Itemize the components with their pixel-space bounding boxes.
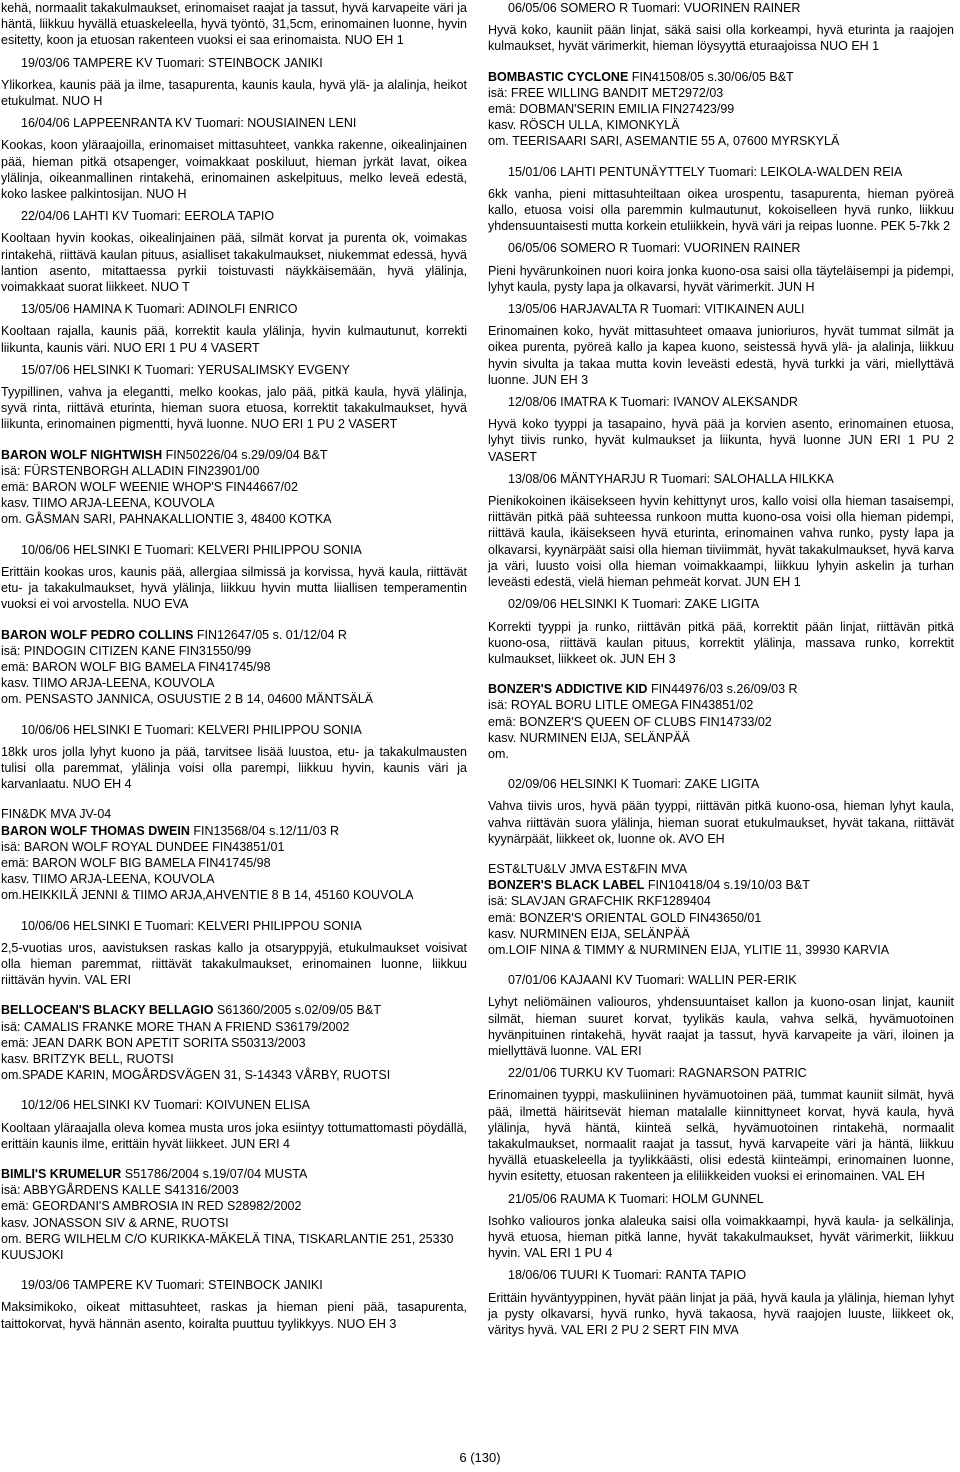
show-result-header: 10/06/06 HELSINKI E Tuomari: KELVERI PHILIPPOU SONIA — [21, 722, 362, 737]
dog-registration: FIN44976/03 s.26/09/03 R — [647, 682, 798, 697]
dog-registration: FIN41508/05 s.30/06/05 B&T — [628, 69, 794, 84]
pedigree-line: kasv. JONASSON SIV & ARNE, RUOTSI — [1, 1215, 229, 1230]
pedigree-line: kasv. NURMINEN EIJA, SELÄNPÄÄ — [488, 730, 690, 745]
dog-entry-title — [1, 627, 467, 643]
pedigree-line: emä: BONZER'S QUEEN OF CLUBS FIN14733/02 — [488, 714, 772, 729]
pedigree-line: FIN&DK MVA JV-04 — [1, 807, 112, 822]
pedigree-line: emä: BARON WOLF BIG BAMELA FIN41745/98 — [1, 659, 271, 674]
dog-name: BONZER'S BLACK LABEL — [488, 878, 645, 893]
pedigree-line: kasv. NURMINEN EIJA, SELÄNPÄÄ — [488, 926, 690, 941]
dog-name: BONZER'S ADDICTIVE KID — [488, 682, 648, 697]
dog-entry-title — [1, 447, 467, 463]
critique-text: kehä, normaalit takakulmaukset, erinomaiset raajat ja tassut, hyvä karvapeite väri ja häntä, liikkuu hyvällä etuaskeleella, hyvä työntö, 31,5cm, erinomainen luonne, hyvin esitetty, koon ja etuosan rakenteen vuoksi ei saa erinomaista. NUO EH 1 — [1, 1, 467, 48]
pedigree-line: isä: CAMALIS FRANKE MORE THAN A FRIEND S36179/2002 — [1, 1019, 350, 1034]
show-result-header: 15/01/06 LAHTI PENTUNÄYTTELY Tuomari: LEIKOLA-WALDEN REIA — [508, 164, 903, 179]
critique-text: 18kk uros jolla lyhyt kuono ja pää, tarvitsee lisää luustoa, etu- ja takakulmausten tulisi olla paremmat, ylälinja voisi olla parempi, liikkuu hyvin, kaunis väri ja karvanlaatu. NUO EH 4 — [1, 744, 467, 792]
pedigree-line: kasv. TIIMO ARJA-LEENA, KOUVOLA — [1, 872, 215, 887]
show-result-header: 21/05/06 RAUMA K Tuomari: HOLM GUNNEL — [508, 1191, 764, 1206]
critique-text: Lyhyt neliömäinen valiouros, yhdensuuntaiset kallon ja kuono-osan linjat, kauniit silmät, hieman suuret korvat, tyylikäs kaula, vahva selkä, hyvämuotoinen hyvänpituinen rintakehä, hyvät raajat ja tassut, hyvä karvapeite ja väri, iloinen ja miellyttävä luonne. VAL ERI — [488, 995, 954, 1058]
critique-text: Erinomainen tyyppi, maskuliininen hyvämuotoinen pää, tummat kauniit silmät, hyvä pää, ilmettä häiritsevät hieman matalalle kiinnittyneet korvat, hyvä kaula, hyvä ylälinja, hyvä häntä, kiinteä selkä, hyvämuotoinen rintakehä, normaalit takakulmaukset, normaalit raajat ja tassut, hyvä karvapeite väri ja häntä, liikkuu hyvällä etuaskeleella ja tyylikkäästi, olisi edestä kiinteämpi, erinomainen luonne, hyvin esitetty, etuosan rakenteen ja eliliikkeiden vuoksi ei erinomainen. VAL EH — [488, 1088, 954, 1184]
show-result-header: 22/04/06 LAHTI KV Tuomari: EEROLA TAPIO — [21, 209, 275, 224]
critique-text: Kooltaan hyvin kookas, oikealinjainen pää, silmät korvat ja purenta ok, voimakas rintakehä, riittävä kaulan pituus, asialliset takakulmaukset, niukemmat edessä, hyvä lantion asento, mitattaessa pyrkii toistuvasti näykkäisemään, hyvä ylälinja, voimakkaat suorat liikkeet. NUO T — [1, 231, 467, 295]
critique-text: Kookas, koon yläraajoilla, erinomaiset mittasuhteet, vankka rakenne, oikealinjainen pää, hieman pitkä otsapenger, voimakkaat poskiluut, hieman jyrkät lavat, oikea ylälinja, oikeanmallinen rintakehä, erinomainen askelpituus, melko leveä edestä, koko laskee palkintosijan. NUO H — [1, 138, 467, 202]
pedigree-line: isä: BARON WOLF ROYAL DUNDEE FIN43851/01 — [1, 839, 285, 854]
critique-text: Erittäin hyväntyyppinen, hyvät pään linjat ja pää, hyvä kaula ja ylälinja, hieman lyhyt ja pysty olkavarsi, hyvä runko, hyvä takaosa, hyvä raajojen luuste, liikkeet ok, väritys hyvä. VAL ERI 2 PU 2 SERT FIN MVA — [488, 1290, 954, 1338]
dog-name: BARON WOLF THOMAS DWEIN — [1, 823, 190, 838]
dog-entry-title — [488, 681, 954, 697]
critique-text: 2,5-vuotias uros, aavistuksen raskas kallo ja otsaryppyjä, etukulmaukset voisivat olla hieman paremmat, riittävät takakulmaukset, erinomainen luonne, liikkuu riittävän hyvin. VAL ERI — [1, 940, 467, 988]
pedigree-line: om. PENSASTO JANNICA, OSUUSTIE 2 B 14, 04600 MÄNTSÄLÄ — [1, 692, 374, 707]
pedigree-line: EST&LTU&LV JMVA EST&FIN MVA — [488, 861, 688, 876]
dog-entry-title — [1, 823, 467, 839]
show-result-header: 12/08/06 IMATRA K Tuomari: IVANOV ALEKSANDR — [508, 395, 798, 410]
critique-text: Maksimikoko, oikeat mittasuhteet, raskas ja hieman pieni pää, tasapurenta, taittokorvat, hyvä hännän asento, koiralta puuttuu tyylikkyys. NUO EH 3 — [1, 1300, 467, 1331]
right-column — [488, 0, 954, 1344]
show-result-header: 10/12/06 HELSINKI KV Tuomari: KOIVUNEN ELISA — [21, 1098, 311, 1113]
dog-name: BARON WOLF PEDRO COLLINS — [1, 627, 194, 642]
critique-text: Erinomainen koko, hyvät mittasuhteet omaava junioriuros, hyvät tummat silmät ja oikea purenta, pyöreä kallo ja kapea kuono, seistessä hyvä ylä- ja alalinja, liikkuu hyvin sivulta ja takaa mutta kovin leveästi edestä, hyvä turkki ja väri, miellyttävä luonne. JUN EH 3 — [488, 324, 954, 387]
left-column — [1, 0, 467, 1338]
pedigree-line: emä: BARON WOLF BIG BAMELA FIN41745/98 — [1, 855, 271, 870]
show-result-header: 13/05/06 HAMINA K Tuomari: ADINOLFI ENRICO — [21, 302, 298, 317]
show-result-header: 13/05/06 HARJAVALTA R Tuomari: VITIKAINEN AULI — [508, 302, 805, 317]
pedigree-line: om. BERG WILHELM C/O KURIKKA-MÄKELÄ TINA, TISKARLANTIE 251, 25330 KUUSJOKI — [1, 1231, 454, 1262]
dog-registration: FIN50226/04 s.29/09/04 B&T — [162, 447, 328, 462]
pedigree-line: isä: PINDOGIN CITIZEN KANE FIN31550/99 — [1, 643, 252, 658]
dog-entry-title — [488, 877, 954, 893]
pedigree-line: emä: GEORDANI'S AMBROSIA IN RED S28982/2002 — [1, 1199, 302, 1214]
critique-text: Tyypillinen, vahva ja elegantti, melko kookas, jalo pää, pitkä kaula, hyvä ylälinja, syvä rinta, riittävä eturinta, hieman suora etuosa, korrektit takakulmaukset, hyvä liikunta, erinomainen pigmentti, hyvä luonne. NUO ERI 1 PU 2 VASERT — [1, 385, 467, 432]
dog-name: BARON WOLF NIGHTWISH — [1, 447, 163, 462]
dog-registration: S51786/2004 s.19/07/04 MUSTA — [121, 1166, 308, 1181]
pedigree-line: om. TEERISAARI SARI, ASEMANTIE 55 A, 07600 MYRSKYLÄ — [488, 134, 840, 149]
dog-registration: S61360/2005 s.02/09/05 B&T — [213, 1003, 381, 1018]
dog-entry-title — [1, 1166, 467, 1182]
show-result-header: 06/05/06 SOMERO R Tuomari: VUORINEN RAINER — [508, 241, 801, 256]
pedigree-line: kasv. TIIMO ARJA-LEENA, KOUVOLA — [1, 496, 215, 511]
pedigree-line: emä: BONZER'S ORIENTAL GOLD FIN43650/01 — [488, 910, 762, 925]
critique-text: Kooltaan rajalla, kaunis pää, korrektit kaula ylälinja, hyvin kulmautunut, korrekti liikunta, kaunis väri. NUO ERI 1 PU 4 VASERT — [1, 324, 467, 355]
pedigree-line: om.SPADE KARIN, MOGÅRDSVÄGEN 31, S-14343 VÅRBY, RUOTSI — [1, 1068, 391, 1083]
dog-registration: FIN10418/04 s.19/10/03 B&T — [644, 878, 810, 893]
show-result-header: 02/09/06 HELSINKI K Tuomari: ZAKE LIGITA — [508, 777, 760, 792]
page-number: 6 (130) — [459, 1450, 501, 1465]
show-result-header: 22/01/06 TURKU KV Tuomari: RAGNARSON PATRIC — [508, 1066, 807, 1081]
dog-registration: FIN13568/04 s.12/11/03 R — [189, 823, 340, 838]
critique-text: Vahva tiivis uros, hyvä pään tyyppi, riittävän pitkä kuono-osa, hieman lyhyt kaula, vahva riittävän suora ylälinja, hieman suorat etukulmaukset, hyvät takana, riittävät kyynärpäät, liikkeet ok, luonne ok. AVO EH — [488, 799, 954, 846]
critique-text: Isohko valiouros jonka alaleuka saisi olla voimakkaampi, hyvä kaula- ja selkälinja, hyvä etuosa, hieman pitkä lanne, hyvät takakulmaukset, hyvät värimerkit, liikkuu hyvin. VAL ERI 1 PU 4 — [488, 1213, 954, 1261]
show-result-header: 15/07/06 HELSINKI K Tuomari: YERUSALIMSKY EVGENY — [21, 362, 350, 377]
pedigree-line: isä: ABBYGÅRDENS KALLE S41316/2003 — [1, 1183, 239, 1198]
pedigree-line: om. GÅSMAN SARI, PAHNAKALLIONTIE 3, 48400 KOTKA — [1, 512, 332, 527]
pedigree-line: kasv. BRITZYK BELL, RUOTSI — [1, 1051, 174, 1066]
dog-name: BOMBASTIC CYCLONE — [488, 69, 629, 84]
critique-text: Kooltaan yläraajalla oleva komea musta uros joka esiintyy tottumattomasti pöydällä, erittäin kaunis ilme, erittäin hyvät liikkeet. JUN ERI 4 — [1, 1120, 467, 1151]
critique-text: Hyvä koko tyyppi ja tasapaino, hyvä pää ja korvien asento, erinomainen etuosa, lyhyt tiivis runko, hyvät kulmaukset ja liikunta, hyvä luonne JUN ERI 1 PU 2 VASERT — [488, 417, 954, 464]
critique-text: Korrekti tyyppi ja runko, riittävän pitkä pää, korrektit pään linjat, riittävän pitkä kuono-osa, riittävä kaulan pituus, korrektit ylälinja, massava runko, korrektit kulmaukset, liikkeet ok. JUN EH 3 — [488, 619, 954, 666]
show-result-header: 10/06/06 HELSINKI E Tuomari: KELVERI PHILIPPOU SONIA — [21, 918, 362, 933]
dog-name: BIMLI'S KRUMELUR — [1, 1166, 122, 1181]
show-result-header: 02/09/06 HELSINKI K Tuomari: ZAKE LIGITA — [508, 597, 760, 612]
pedigree-line: emä: JEAN DARK BON APETIT SORITA S50313/2003 — [1, 1035, 306, 1050]
dog-name: BELLOCEAN'S BLACKY BELLAGIO — [1, 1003, 214, 1018]
dog-entry-title — [1, 1002, 467, 1018]
show-result-header: 19/03/06 TAMPERE KV Tuomari: STEINBOCK JANIKI — [21, 1278, 323, 1293]
show-result-header: 16/04/06 LAPPEENRANTA KV Tuomari: NOUSIAINEN LENI — [21, 116, 357, 131]
pedigree-line: kasv. TIIMO ARJA-LEENA, KOUVOLA — [1, 676, 215, 691]
show-result-header: 18/06/06 TUURI K Tuomari: RANTA TAPIO — [508, 1268, 747, 1283]
pedigree-line: isä: FÜRSTENBORGH ALLADIN FIN23901/00 — [1, 463, 260, 478]
show-result-header: 13/08/06 MÄNTYHARJU R Tuomari: SALOHALLA HILKKA — [508, 471, 834, 486]
critique-text: Hyvä koko, kauniit pään linjat, säkä saisi olla korkeampi, hyvä eturinta ja raajojen kulmaukset, hyvät värimerkit, hieman löysyyttä eturaajoissa NUO EH 1 — [488, 23, 954, 54]
show-result-header: 06/05/06 SOMERO R Tuomari: VUORINEN RAINER — [508, 1, 801, 15]
pedigree-line: om.HEIKKILÄ JENNI & TIIMO ARJA,AHVENTIE 8 B 14, 45160 KOUVOLA — [1, 888, 414, 903]
pedigree-line: om. — [488, 746, 509, 761]
pedigree-line: emä: BARON WOLF WEENIE WHOP'S FIN44667/02 — [1, 480, 298, 495]
pedigree-line: emä: DOBMAN'SERIN EMILIA FIN27423/99 — [488, 102, 735, 117]
critique-text: Pieni hyvärunkoinen nuori koira jonka kuono-osa saisi olla täyteläisempi ja pidempi, lyhyt kaula, pysty lapa ja olkavarsi, hyvät värimerkit. JUN H — [488, 263, 954, 294]
pedigree-line: isä: FREE WILLING BANDIT MET2972/03 — [488, 85, 724, 100]
show-result-header: 19/03/06 TAMPERE KV Tuomari: STEINBOCK JANIKI — [21, 55, 323, 70]
pedigree-line: kasv. RÖSCH ULLA, KIMONKYLÄ — [488, 118, 680, 133]
pedigree-line: om.LOIF NINA & TIMMY & NURMINEN EIJA, YLITIE 11, 39930 KARVIA — [488, 942, 890, 957]
pedigree-line: isä: SLAVJAN GRAFCHIK RKF1289404 — [488, 894, 711, 909]
critique-text: Erittäin kookas uros, kaunis pää, allergiaa silmissä ja korvissa, hyvä kaula, riittävät etu- ja takakulmaukset, hyvä ylälinja, liikkuu hyvin mutta liiallisen temperamentin vuoksi ei voi arvostella. NUO EVA — [1, 564, 467, 612]
dog-registration: FIN12647/05 s. 01/12/04 R — [193, 627, 347, 642]
show-result-header: 10/06/06 HELSINKI E Tuomari: KELVERI PHILIPPOU SONIA — [21, 542, 362, 557]
dog-entry-title — [488, 69, 954, 85]
critique-text: Pienikokoinen ikäisekseen hyvin kehittynyt uros, kallo voisi olla hieman tasaisempi, riittävän pitkä pää suhteessa runkoon mutta kuono-osa voisi olla hieman pidempi, riittävä kaula, ikäisekseen hyvä eturinta, erinomainen vahva runko, pysty lapa ja olkavarsi, kyynärpäät saisi olla hieman tiiviimmät, hyvät takakulmaukset, hyvä karva ja väri, luusto voisi olla hieman voimakkaampi, liikkuu lyhyin askelin ja turhan leveästi edestä, vielä hieman pehmeät korvat. JUN EH 1 — [488, 494, 954, 590]
critique-text: Ylikorkea, kaunis pää ja ilme, tasapurenta, kaunis kaula, hyvä ylä- ja alalinja, heikot etukulmat. NUO H — [1, 77, 467, 109]
show-result-header: 07/01/06 KAJAANI KV Tuomari: WALLIN PER-ERIK — [508, 973, 797, 988]
pedigree-line: isä: ROYAL BORU LITLE OMEGA FIN43851/02 — [488, 698, 754, 713]
critique-text: 6kk vanha, pieni mittasuhteiltaan oikea urospentu, tasapurenta, hieman pyöreä kallo, etuosa voisi olla paremmin kulmautunut, kokoiselleen hyvä runko, liikkuu yhdensuuntaisesti mutta korkein etuliikkein, hyvä väri ja reipas luonne. PEK 5-7kk 2 — [488, 186, 954, 234]
